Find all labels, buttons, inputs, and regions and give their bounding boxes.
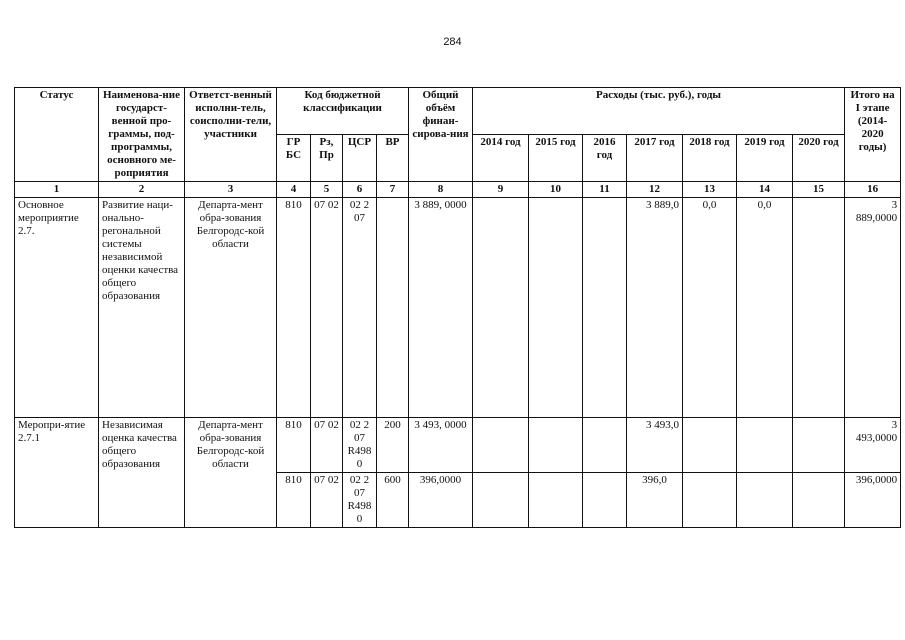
year-2019-cell: 0,0 bbox=[737, 198, 793, 418]
budget-table bbox=[14, 87, 901, 528]
column-number: 9 bbox=[473, 182, 529, 198]
column-number: 2 bbox=[99, 182, 185, 198]
csr-cell: 02 2 07 R498 0 bbox=[343, 418, 377, 473]
rzpr-cell: 07 02 bbox=[311, 418, 343, 473]
rzpr-cell: 07 02 bbox=[311, 198, 343, 418]
column-number: 16 bbox=[845, 182, 901, 198]
table-row bbox=[15, 418, 901, 473]
column-number-row bbox=[15, 182, 901, 198]
column-number: 1 bbox=[15, 182, 99, 198]
year-2020-cell bbox=[793, 198, 845, 418]
column-number: 10 bbox=[529, 182, 583, 198]
year-2020-cell bbox=[793, 473, 845, 528]
responsible-cell: Департа-мент обра-зования Белгородс-кой области bbox=[185, 198, 277, 418]
year-2014-cell bbox=[473, 198, 529, 418]
header-grbs: ГР БС bbox=[277, 135, 311, 182]
vr-cell: 600 bbox=[377, 473, 409, 528]
header-csr: ЦСР bbox=[343, 135, 377, 182]
vr-cell bbox=[377, 198, 409, 418]
column-number: 5 bbox=[311, 182, 343, 198]
column-number: 15 bbox=[793, 182, 845, 198]
header-stage-total: Итого на I этапе (2014-2020 годы) bbox=[845, 88, 901, 182]
header-status: Статус bbox=[15, 88, 99, 182]
column-number: 3 bbox=[185, 182, 277, 198]
header-year-2016: 2016 год bbox=[583, 135, 627, 182]
year-2019-cell bbox=[737, 473, 793, 528]
year-2019-cell bbox=[737, 418, 793, 473]
table-row bbox=[15, 198, 901, 418]
grbs-cell: 810 bbox=[277, 198, 311, 418]
grbs-cell: 810 bbox=[277, 473, 311, 528]
year-2015-cell bbox=[529, 418, 583, 473]
total-cell: 396,0000 bbox=[409, 473, 473, 528]
header-year-2015: 2015 год bbox=[529, 135, 583, 182]
status-cell: Основное мероприятие 2.7. bbox=[15, 198, 99, 418]
year-2014-cell bbox=[473, 473, 529, 528]
total-cell: 3 889, 0000 bbox=[409, 198, 473, 418]
program-name-cell: Развитие наци-онально-регональной системы независимой оценки качества общего образования bbox=[99, 198, 185, 418]
year-2017-cell: 3 493,0 bbox=[627, 418, 683, 473]
program-name-cell: Независимая оценка качества общего образования bbox=[99, 418, 185, 528]
column-number: 13 bbox=[683, 182, 737, 198]
column-number: 11 bbox=[583, 182, 627, 198]
header-expenses: Расходы (тыс. руб.), годы bbox=[473, 88, 845, 135]
year-2016-cell bbox=[583, 418, 627, 473]
year-2020-cell bbox=[793, 418, 845, 473]
grbs-cell: 810 bbox=[277, 418, 311, 473]
stage-total-cell: 3 493,0000 bbox=[845, 418, 901, 473]
header-budget-code: Код бюджетной классификации bbox=[277, 88, 409, 135]
column-number: 4 bbox=[277, 182, 311, 198]
total-cell: 3 493, 0000 bbox=[409, 418, 473, 473]
header-year-2014: 2014 год bbox=[473, 135, 529, 182]
status-cell: Меропри-ятие 2.7.1 bbox=[15, 418, 99, 528]
year-2017-cell: 3 889,0 bbox=[627, 198, 683, 418]
page-number: 284 bbox=[443, 36, 462, 48]
vr-cell: 200 bbox=[377, 418, 409, 473]
year-2017-cell: 396,0 bbox=[627, 473, 683, 528]
rzpr-cell: 07 02 bbox=[311, 473, 343, 528]
header-row-1 bbox=[15, 88, 901, 135]
stage-total-cell: 3 889,0000 bbox=[845, 198, 901, 418]
year-2014-cell bbox=[473, 418, 529, 473]
year-2018-cell: 0,0 bbox=[683, 198, 737, 418]
stage-total-cell: 396,0000 bbox=[845, 473, 901, 528]
header-total-volume: Общий объём финан-сирова-ния bbox=[409, 88, 473, 182]
column-number: 14 bbox=[737, 182, 793, 198]
header-responsible: Ответст-венный исполни-тель, соисполни-тели, участники bbox=[185, 88, 277, 182]
year-2016-cell bbox=[583, 473, 627, 528]
csr-cell: 02 2 07 bbox=[343, 198, 377, 418]
column-number: 6 bbox=[343, 182, 377, 198]
header-year-2018: 2018 год bbox=[683, 135, 737, 182]
header-year-2020: 2020 год bbox=[793, 135, 845, 182]
year-2018-cell bbox=[683, 418, 737, 473]
header-year-2017: 2017 год bbox=[627, 135, 683, 182]
year-2015-cell bbox=[529, 198, 583, 418]
responsible-cell: Департа-мент обра-зования Белгородс-кой области bbox=[185, 418, 277, 528]
header-year-2019: 2019 год bbox=[737, 135, 793, 182]
column-number: 12 bbox=[627, 182, 683, 198]
csr-cell: 02 2 07 R498 0 bbox=[343, 473, 377, 528]
column-number: 8 bbox=[409, 182, 473, 198]
year-2015-cell bbox=[529, 473, 583, 528]
header-program-name: Наименова-ние государст-венной про-граммы, под-программы, основного ме-роприятия bbox=[99, 88, 185, 182]
column-number: 7 bbox=[377, 182, 409, 198]
year-2018-cell bbox=[683, 473, 737, 528]
header-rzpr: Рз, Пр bbox=[311, 135, 343, 182]
year-2016-cell bbox=[583, 198, 627, 418]
header-vr: ВР bbox=[377, 135, 409, 182]
